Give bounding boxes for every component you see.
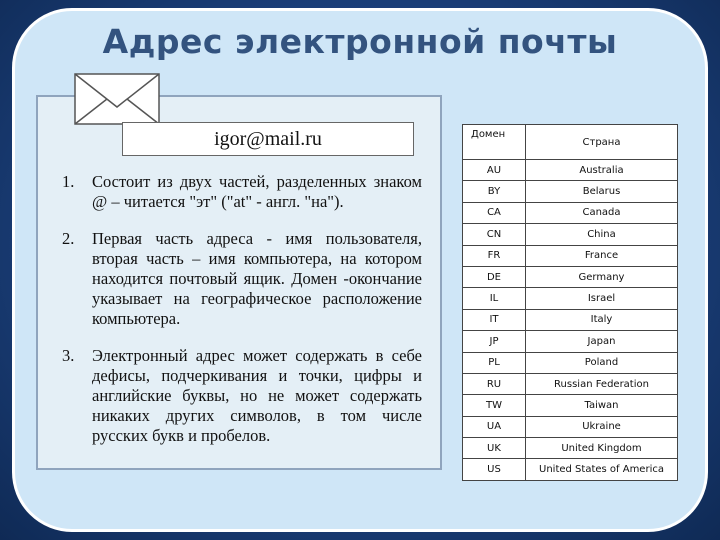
- country-cell: Israel: [526, 288, 678, 309]
- country-cell: United States of America: [526, 459, 678, 480]
- domain-cell: DE: [463, 266, 526, 287]
- table-row: [463, 331, 678, 352]
- domain-cell: US: [463, 459, 526, 480]
- domain-cell: UK: [463, 438, 526, 459]
- header-domain: Домен: [463, 125, 526, 160]
- list-item: [62, 172, 422, 212]
- domain-cell: UA: [463, 416, 526, 437]
- domain-cell: PL: [463, 352, 526, 373]
- domain-cell: IL: [463, 288, 526, 309]
- list-text: Электронный адрес может содержать в себе дефисы, подчеркивания и точки, цифры и английские буквы, но не может содержать никаких других символов, в том числе русских букв и пробелов.: [92, 346, 422, 445]
- domain-cell: BY: [463, 181, 526, 202]
- table-row: [463, 459, 678, 480]
- country-cell: Belarus: [526, 181, 678, 202]
- table-row: [463, 160, 678, 181]
- table-row: [463, 288, 678, 309]
- country-cell: Italy: [526, 309, 678, 330]
- table-row: [463, 438, 678, 459]
- country-cell: Poland: [526, 352, 678, 373]
- envelope-icon: [74, 73, 160, 125]
- country-cell: Australia: [526, 160, 678, 181]
- domain-cell: CA: [463, 202, 526, 223]
- domain-cell: RU: [463, 373, 526, 394]
- table-row: [463, 309, 678, 330]
- domain-table: [462, 124, 678, 481]
- list-number: 2.: [62, 229, 75, 248]
- country-cell: Canada: [526, 202, 678, 223]
- header-country: Страна: [526, 125, 678, 160]
- points-list: [62, 172, 422, 463]
- table-row: [463, 245, 678, 266]
- table-row: [463, 416, 678, 437]
- list-item: [62, 229, 422, 329]
- domain-cell: TW: [463, 395, 526, 416]
- table-row: [463, 373, 678, 394]
- list-item: [62, 346, 422, 446]
- table-row: [463, 266, 678, 287]
- country-cell: United Kingdom: [526, 438, 678, 459]
- table-row: [463, 224, 678, 245]
- domain-cell: FR: [463, 245, 526, 266]
- slide-title: Адрес электронной почты: [102, 22, 618, 61]
- country-cell: Germany: [526, 266, 678, 287]
- list-text: Первая часть адреса - имя пользователя, вторая часть – имя компьютера, на котором находится почтовый ящик. Домен -окончание указывает на географическое расположение компьютера.: [92, 229, 422, 328]
- country-cell: France: [526, 245, 678, 266]
- domain-cell: AU: [463, 160, 526, 181]
- country-cell: Russian Federation: [526, 373, 678, 394]
- country-cell: Taiwan: [526, 395, 678, 416]
- country-cell: Japan: [526, 331, 678, 352]
- country-cell: China: [526, 224, 678, 245]
- table-row: [463, 181, 678, 202]
- list-number: 1.: [62, 172, 75, 191]
- table-header-row: [463, 125, 678, 160]
- domain-cell: CN: [463, 224, 526, 245]
- list-text: Состоит из двух частей, разделенных знаком @ – читается "эт" ("at" - англ. "на").: [92, 172, 422, 211]
- domain-cell: IT: [463, 309, 526, 330]
- table-row: [463, 395, 678, 416]
- table-row: [463, 352, 678, 373]
- list-number: 3.: [62, 346, 75, 365]
- country-cell: Ukraine: [526, 416, 678, 437]
- table-row: [463, 202, 678, 223]
- domain-cell: JP: [463, 331, 526, 352]
- email-example: igor@mail.ru: [122, 122, 414, 156]
